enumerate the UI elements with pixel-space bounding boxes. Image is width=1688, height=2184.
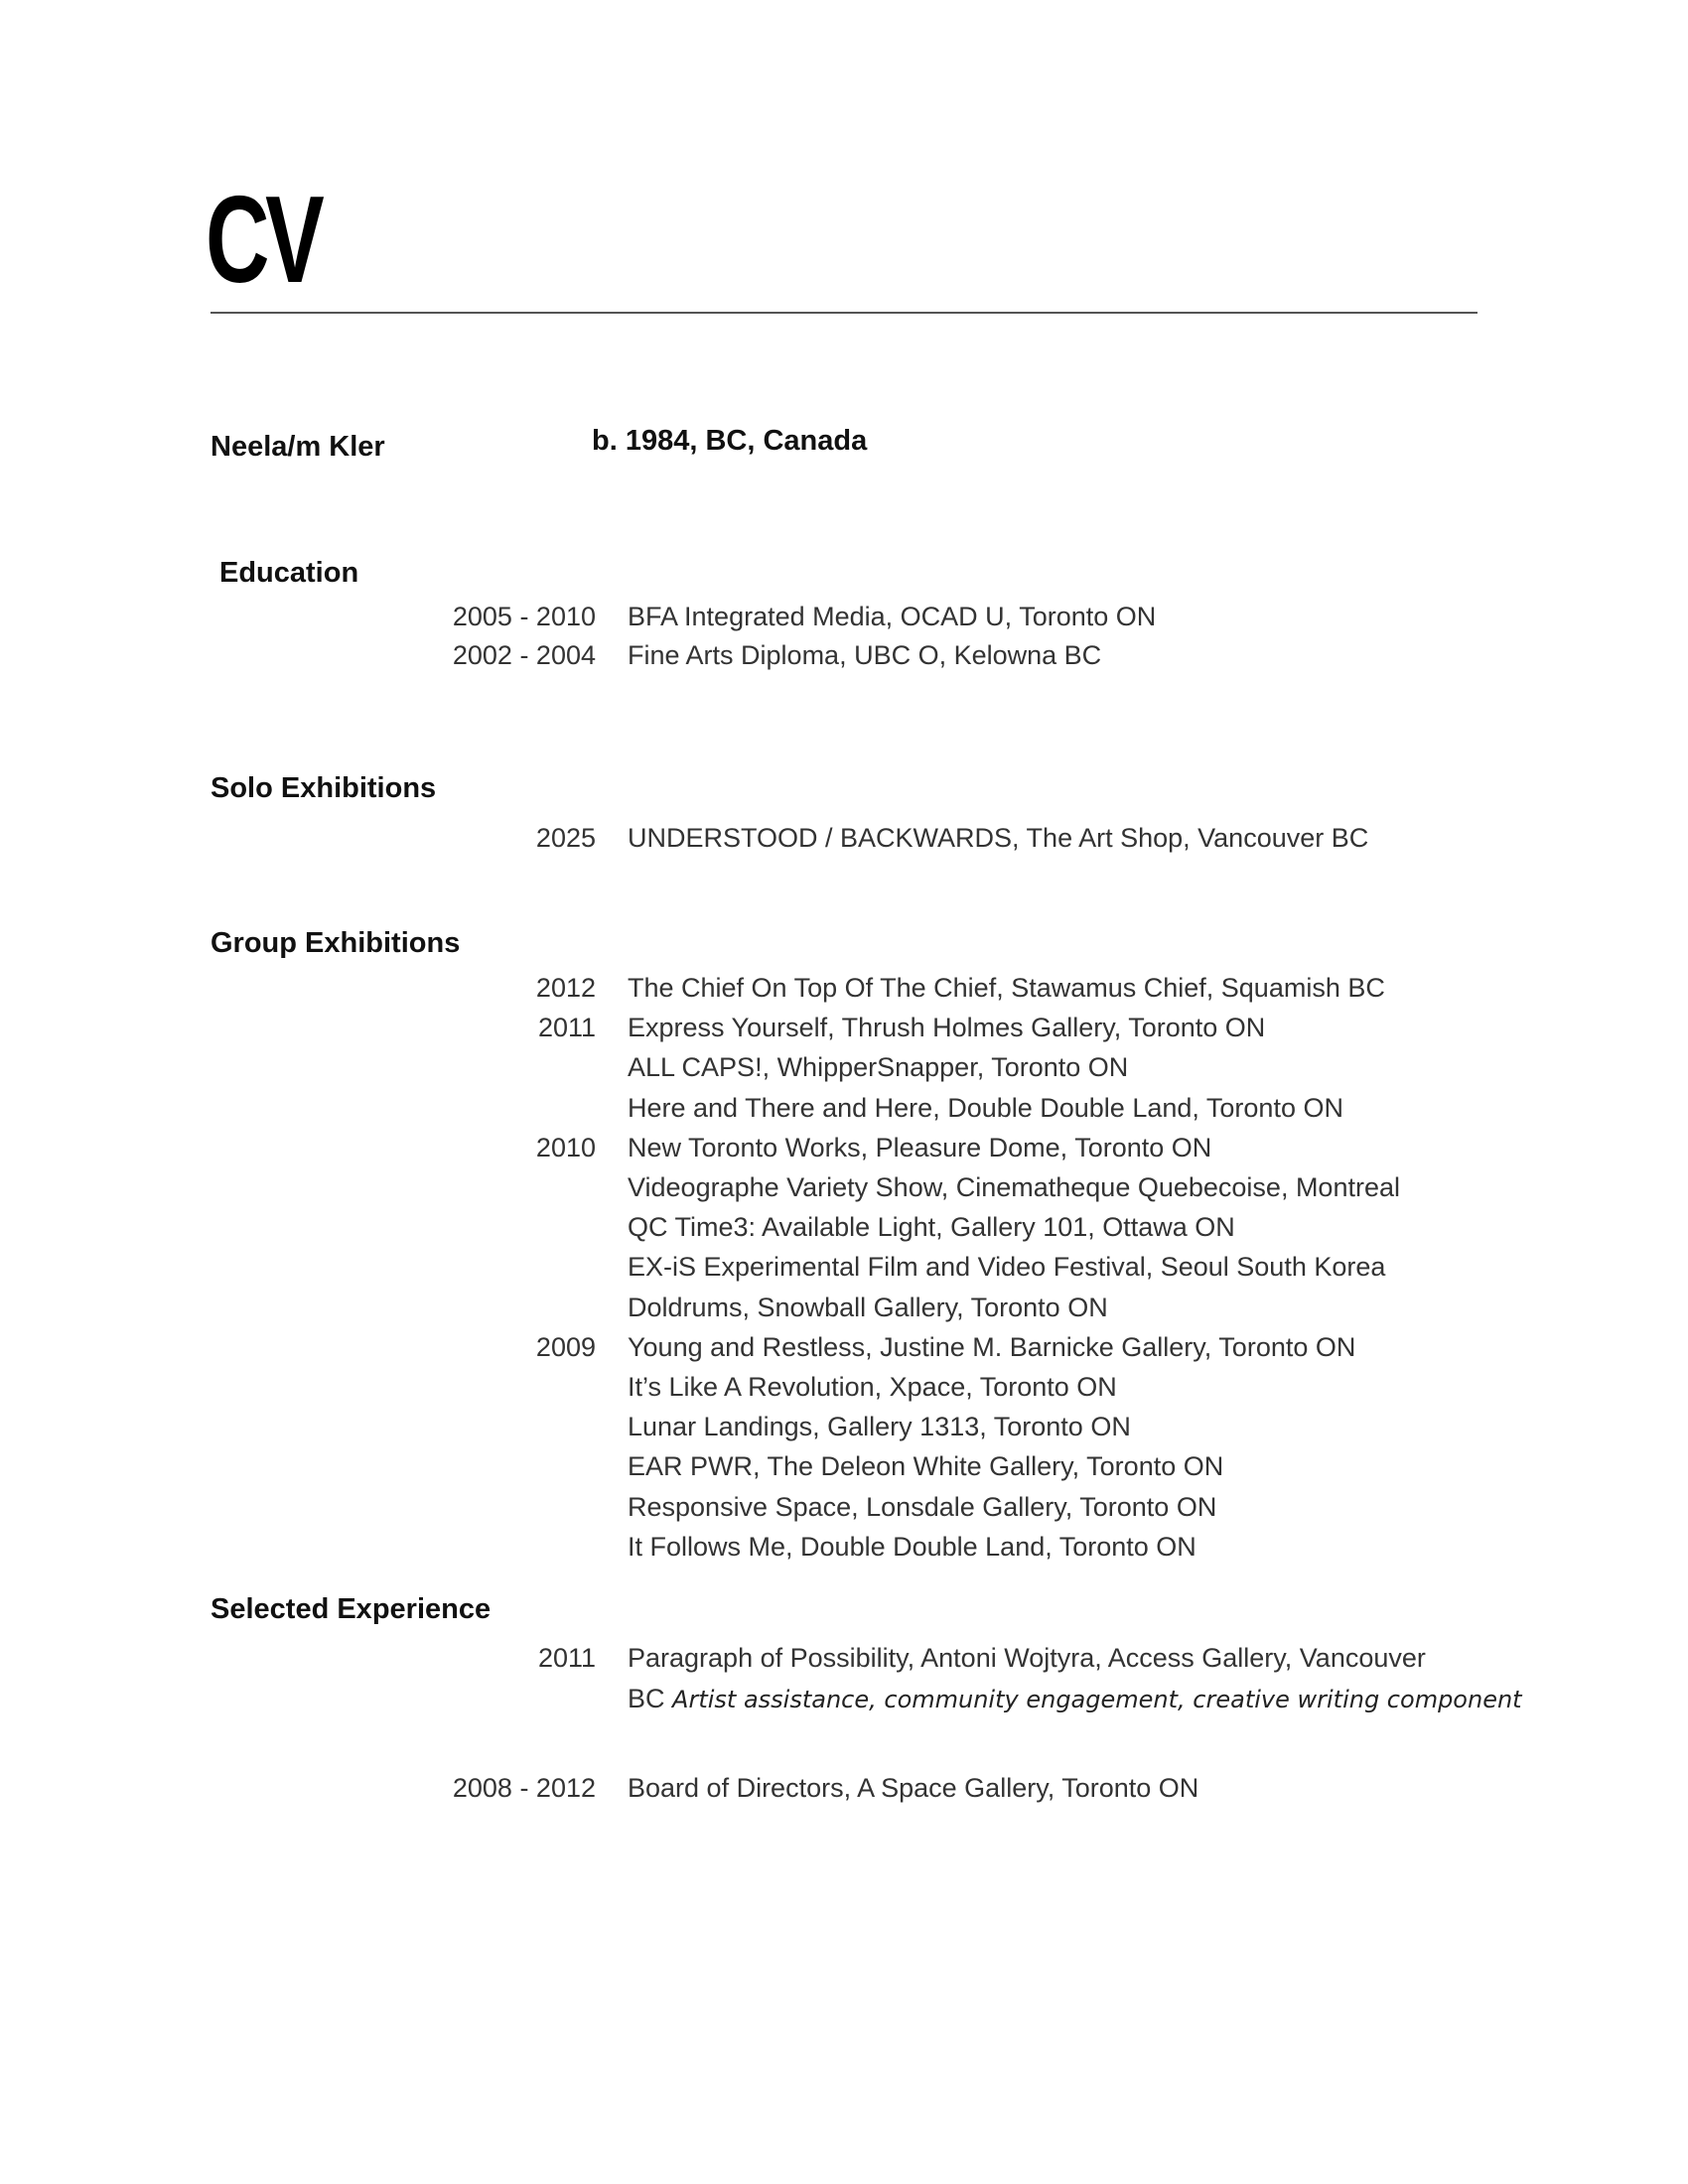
experience-entry-continued [0, 1684, 1688, 1723]
experience-entry [0, 1773, 1688, 1813]
entry-year: 2005 - 2010 [452, 602, 596, 631]
title-divider [211, 312, 1477, 314]
entry-text: It Follows Me, Double Double Land, Toronto ON [628, 1532, 1196, 1562]
entry-text: Lunar Landings, Gallery 1313, Toronto ON [628, 1412, 1131, 1441]
entry-text: Paragraph of Possibility, Antoni Wojtyra, Access Gallery, Vancouver [628, 1643, 1426, 1673]
education-entry [0, 602, 1688, 641]
entry-year: 2011 [537, 1013, 596, 1042]
group-entry [0, 1133, 1688, 1172]
group-entry [0, 1052, 1688, 1092]
group-entry [0, 1492, 1688, 1532]
group-entry [0, 1293, 1688, 1332]
solo-entry [0, 823, 1688, 863]
entry-text: Doldrums, Snowball Gallery, Toronto ON [628, 1293, 1108, 1322]
entry-text: Board of Directors, A Space Gallery, Toronto ON [628, 1773, 1199, 1803]
group-entry [0, 1093, 1688, 1133]
birth-info: b. 1984, BC, Canada [592, 425, 868, 457]
entry-text: BFA Integrated Media, OCAD U, Toronto ON [628, 602, 1157, 631]
entry-text: EX-iS Experimental Film and Video Festival, Seoul South Korea [628, 1252, 1386, 1282]
group-entry [0, 973, 1688, 1013]
entry-year: 2011 [537, 1643, 596, 1673]
group-entry [0, 1212, 1688, 1252]
entry-text-prefix: BC [628, 1684, 665, 1713]
group-entry [0, 1252, 1688, 1292]
entry-year: 2002 - 2004 [452, 640, 596, 670]
entry-text: QC Time3: Available Light, Gallery 101, Ottawa ON [628, 1212, 1235, 1242]
entry-text: Videographe Variety Show, Cinematheque Quebecoise, Montreal [628, 1172, 1400, 1202]
group-entry [0, 1451, 1688, 1491]
entry-text: Fine Arts Diploma, UBC O, Kelowna BC [628, 640, 1102, 670]
group-entry [0, 1372, 1688, 1412]
entry-text: New Toronto Works, Pleasure Dome, Toronto ON [628, 1133, 1212, 1162]
entry-text: The Chief On Top Of The Chief, Stawamus Chief, Squamish BC [628, 973, 1385, 1003]
entry-year: 2012 [535, 973, 596, 1003]
entry-text: UNDERSTOOD / BACKWARDS, The Art Shop, Vancouver BC [628, 823, 1369, 853]
entry-year: 2025 [535, 823, 596, 853]
entry-text-continued [628, 1684, 1522, 1714]
entry-text: Here and There and Here, Double Double Land, Toronto ON [628, 1093, 1343, 1123]
solo-exhibitions-heading: Solo Exhibitions [211, 772, 437, 804]
education-heading: Education [219, 557, 359, 589]
entry-year: 2009 [535, 1332, 596, 1362]
entry-text: Young and Restless, Justine M. Barnicke Gallery, Toronto ON [628, 1332, 1356, 1362]
artist-name: Neela/m Kler [211, 431, 385, 463]
experience-entry [0, 1643, 1688, 1683]
entry-text: Express Yourself, Thrush Holmes Gallery, Toronto ON [628, 1013, 1266, 1042]
group-entry [0, 1013, 1688, 1052]
entry-year: 2008 - 2012 [452, 1773, 596, 1803]
entry-text: ALL CAPS!, WhipperSnapper, Toronto ON [628, 1052, 1129, 1082]
group-entry [0, 1172, 1688, 1212]
entry-role-description: Artist assistance, community engagement, creative writing component [672, 1686, 1522, 1713]
entry-text: Responsive Space, Lonsdale Gallery, Toronto ON [628, 1492, 1217, 1522]
group-entry [0, 1532, 1688, 1571]
entry-year: 2010 [535, 1133, 596, 1162]
selected-experience-heading: Selected Experience [211, 1593, 492, 1625]
education-entry [0, 640, 1688, 680]
group-exhibitions-heading: Group Exhibitions [211, 927, 461, 959]
page-title: CV [206, 172, 321, 309]
group-entry [0, 1412, 1688, 1451]
group-entry [0, 1332, 1688, 1372]
entry-text: It’s Like A Revolution, Xpace, Toronto ON [628, 1372, 1117, 1402]
entry-text: EAR PWR, The Deleon White Gallery, Toronto ON [628, 1451, 1224, 1481]
